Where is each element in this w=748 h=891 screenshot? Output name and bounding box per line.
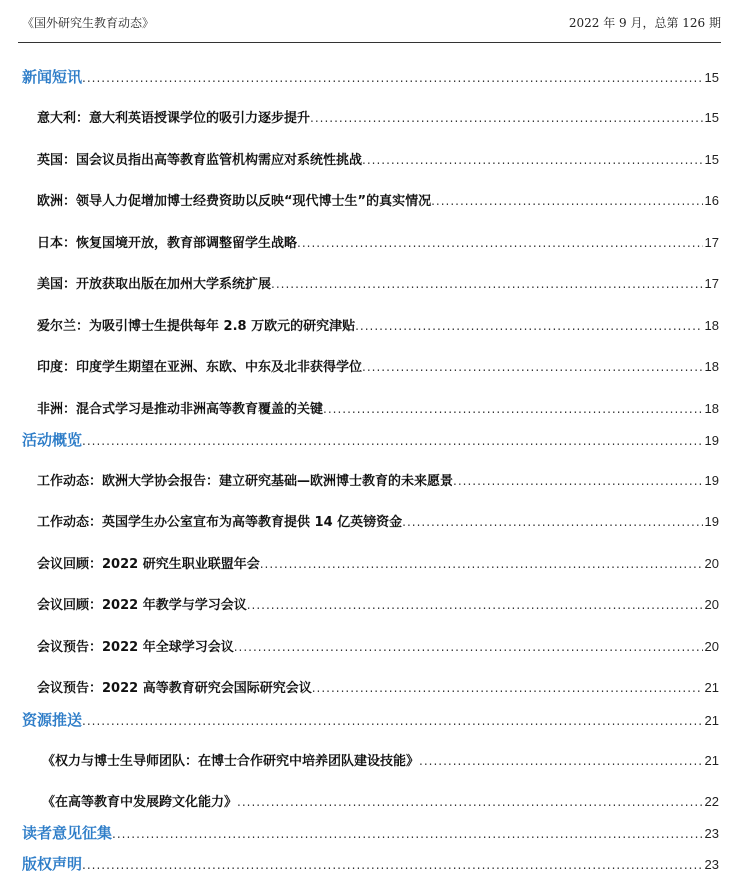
dot-leader xyxy=(82,714,703,728)
item-title: 美国：开放获取出版在加州大学系统扩展 xyxy=(37,277,272,292)
toc-section-activities[interactable] xyxy=(0,429,719,450)
page-number: 17 xyxy=(704,276,719,291)
item-title: 日本：恢复国境开放，教育部调整留学生战略 xyxy=(37,236,298,251)
dot-leader xyxy=(82,434,703,448)
page-number: 15 xyxy=(704,70,719,85)
dot-leader xyxy=(419,754,703,768)
dot-leader xyxy=(297,236,703,250)
item-title: 意大利：意大利英语授课学位的吸引力逐步提升 xyxy=(37,111,311,126)
dot-leader xyxy=(260,557,703,571)
page-number: 18 xyxy=(704,318,719,333)
item-title: 工作动态：欧洲大学协会报告：建立研究基础—欧洲博士教育的未来愿景 xyxy=(37,474,454,489)
item-title: 英国：国会议员指出高等教育监管机构需应对系统性挑战 xyxy=(37,153,363,168)
dot-leader xyxy=(362,360,703,374)
page-number: 17 xyxy=(704,235,719,250)
dot-leader xyxy=(310,111,703,125)
page-number: 20 xyxy=(704,597,719,612)
toc-item[interactable] xyxy=(0,232,719,251)
toc-item[interactable] xyxy=(0,470,719,489)
dot-leader xyxy=(82,858,703,872)
page-number: 23 xyxy=(704,857,719,872)
page-number: 19 xyxy=(704,473,719,488)
dot-leader xyxy=(355,319,702,333)
page-number: 18 xyxy=(704,401,719,416)
page-number: 15 xyxy=(704,110,719,125)
journal-title: 《国外研究生教育动态》 xyxy=(22,16,155,30)
dot-leader xyxy=(323,402,703,416)
item-title: 工作动态：英国学生办公室宣布为高等教育提供 14 亿英镑资金 xyxy=(37,515,403,530)
issue-info: 2022 年 9 月，总第 126 期 xyxy=(568,16,721,30)
item-title: 《权力与博士生导师团队：在博士合作研究中培养团队建设技能》 xyxy=(42,754,420,769)
page-number: 16 xyxy=(704,193,719,208)
page-number: 18 xyxy=(704,359,719,374)
dot-leader xyxy=(431,194,702,208)
section-title: 资源推送 xyxy=(22,711,83,729)
dot-leader xyxy=(247,598,703,612)
toc-item[interactable] xyxy=(0,594,719,613)
dot-leader xyxy=(312,681,703,695)
page-number: 21 xyxy=(704,680,719,695)
item-title: 印度：印度学生期望在亚洲、东欧、中东及北非获得学位 xyxy=(37,360,363,375)
dot-leader xyxy=(82,71,703,85)
toc-item[interactable] xyxy=(0,677,719,696)
toc-item[interactable] xyxy=(0,315,719,334)
item-title: 《在高等教育中发展跨文化能力》 xyxy=(42,795,238,810)
item-title: 会议预告：2022 高等教育研究会国际研究会议 xyxy=(37,681,312,696)
page-number: 23 xyxy=(704,826,719,841)
dot-leader xyxy=(271,277,703,291)
item-title: 会议预告：2022 年全球学习会议 xyxy=(37,640,234,655)
page-number: 20 xyxy=(704,556,719,571)
section-title: 版权声明 xyxy=(22,855,83,873)
page-number: 20 xyxy=(704,639,719,654)
item-title: 欧洲：领导人力促增加博士经费资助以反映“现代博士生”的真实情况 xyxy=(37,194,432,209)
dot-leader xyxy=(362,153,703,167)
section-title: 读者意见征集 xyxy=(22,824,113,842)
toc-item[interactable] xyxy=(0,107,719,126)
dot-leader xyxy=(453,474,703,488)
toc-item[interactable] xyxy=(0,750,719,769)
page-number: 21 xyxy=(704,753,719,768)
dot-leader xyxy=(402,515,702,529)
toc-item[interactable] xyxy=(0,190,719,209)
page-number: 19 xyxy=(704,433,719,448)
toc-item[interactable] xyxy=(0,791,719,810)
page-number: 15 xyxy=(704,152,719,167)
page-number: 21 xyxy=(704,713,719,728)
dot-leader xyxy=(237,795,703,809)
item-title: 非洲：混合式学习是推动非洲高等教育覆盖的关键 xyxy=(37,402,324,417)
toc-item[interactable] xyxy=(0,511,719,530)
page-number: 22 xyxy=(704,794,719,809)
toc-item[interactable] xyxy=(0,149,719,168)
dot-leader xyxy=(234,640,703,654)
toc-item[interactable] xyxy=(0,553,719,572)
dot-leader xyxy=(112,827,703,841)
toc-item[interactable] xyxy=(0,273,719,292)
toc-section-feedback[interactable] xyxy=(0,822,719,843)
item-title: 会议回顾：2022 研究生职业联盟年会 xyxy=(37,557,260,572)
section-title: 活动概览 xyxy=(22,431,83,449)
item-title: 爱尔兰：为吸引博士生提供每年 2.8 万欧元的研究津贴 xyxy=(37,319,356,334)
section-title: 新闻短讯 xyxy=(22,68,83,86)
toc-item[interactable] xyxy=(0,636,719,655)
toc-item[interactable] xyxy=(0,398,719,417)
toc-section-resources[interactable] xyxy=(0,709,719,730)
toc-section-news[interactable] xyxy=(0,66,719,87)
toc-item[interactable] xyxy=(0,356,719,375)
item-title: 会议回顾：2022 年教学与学习会议 xyxy=(37,598,247,613)
page-number: 19 xyxy=(704,514,719,529)
toc-section-copyright[interactable] xyxy=(0,853,719,874)
